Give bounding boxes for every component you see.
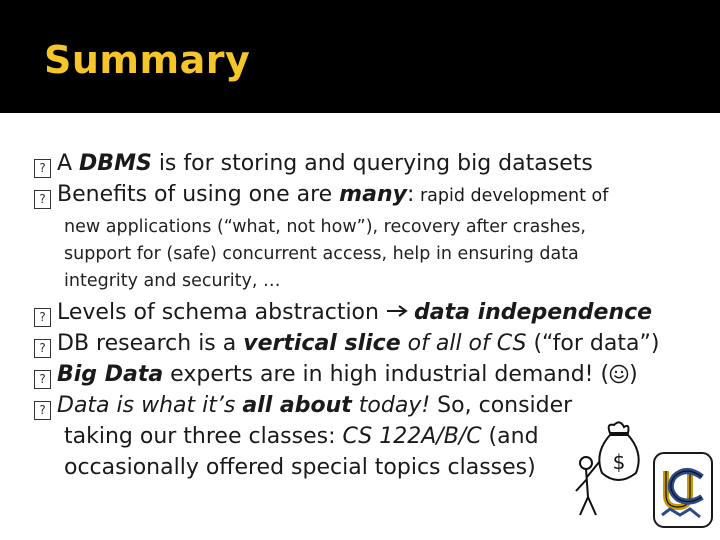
bullet-box-icon: ? [34, 159, 51, 178]
page-title: Summary [44, 38, 251, 82]
svg-text:$: $ [612, 450, 626, 474]
bullet-big-data: ? Big Data experts are in high industrial demand! ( ) [34, 359, 714, 390]
benefits-line-3: integrity and security, … [64, 271, 281, 291]
uci-seal-icon [654, 453, 712, 527]
data-today-line-3: occasionally offered special topics classes) [64, 455, 536, 480]
arrow-right-icon [386, 304, 408, 318]
bullet-dbms: ? A DBMS is for storing and querying big datasets [34, 148, 714, 179]
money-bag-figure-icon [566, 405, 716, 535]
bullet-benefits: ? Benefits of using one are many: rapid development of [34, 179, 714, 212]
smiley-icon [609, 364, 629, 384]
bullet-box-icon: ? [34, 308, 51, 327]
bullet-box-icon: ? [34, 370, 51, 389]
data-today-line-2: taking our three classes: CS 122A/B/C (and [64, 424, 539, 449]
title-bar [0, 0, 720, 113]
benefits-line-1: new applications (“what, not how”), recovery after crashes, [64, 217, 586, 237]
bullet-box-icon: ? [34, 339, 51, 358]
bullet-schema: ? Levels of schema abstraction data independence [34, 297, 714, 328]
bullet-data-today: ? Data is what it’s all about today! So, consider [34, 390, 714, 421]
bullet-db-research: ? DB research is a vertical slice of all of CS (“for data”) [34, 328, 714, 359]
bullet-box-icon: ? [34, 190, 51, 209]
bullet-box-icon: ? [34, 401, 51, 420]
benefits-line-2: support for (safe) concurrent access, help in ensuring data [64, 244, 579, 264]
